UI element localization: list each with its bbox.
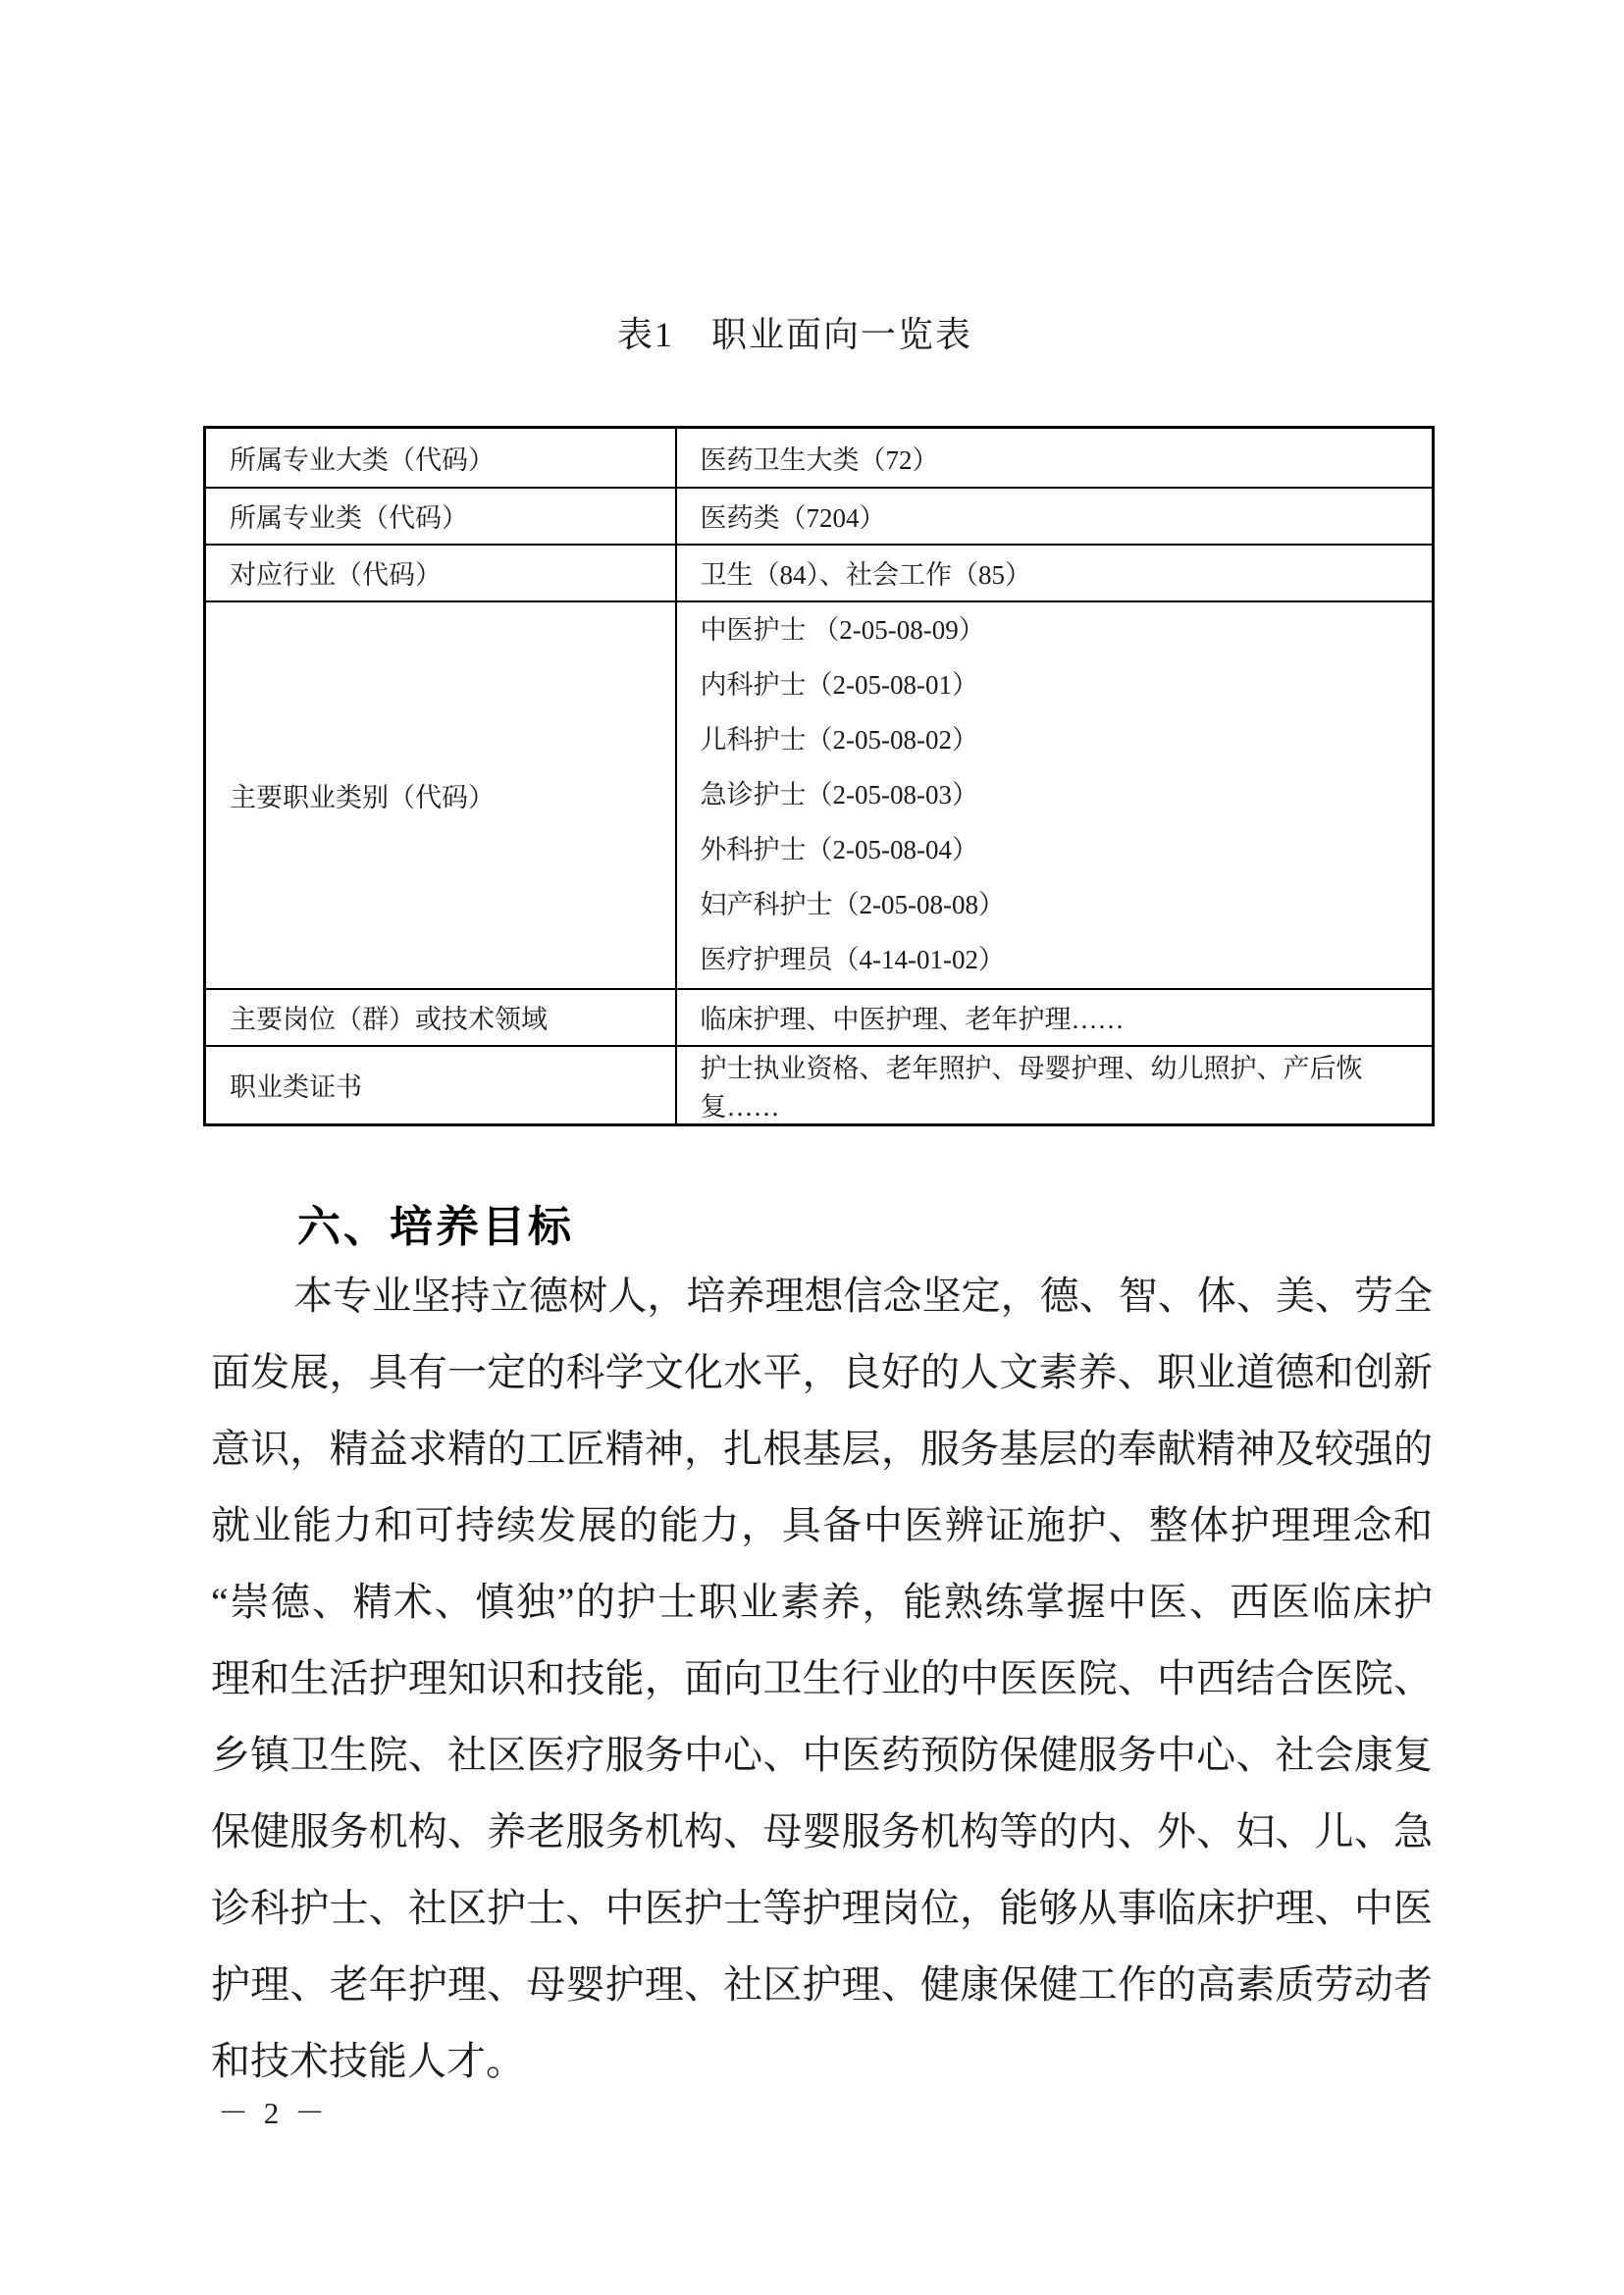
paragraph-line: 意识，精益求精的工匠精神，扎根基层，服务基层的奉献精神及较强的	[211, 1427, 1433, 1471]
occupation-code-line: 急诊护士（2-05-08-03）	[700, 780, 978, 809]
table-row	[205, 1046, 1434, 1125]
occupation-code-line: 儿科护士（2-05-08-02）	[700, 725, 978, 755]
paragraph-line: 保健服务机构、养老服务机构、母婴服务机构等的内、外、妇、儿、急	[211, 1809, 1433, 1853]
table-row	[205, 488, 1434, 545]
row-value: 卫生（84）、社会工作（85）	[676, 545, 1434, 601]
row-value: 临床护理、中医护理、老年护理……	[676, 989, 1434, 1046]
row-label: 主要岗位（群）或技术领域	[205, 989, 676, 1046]
paragraph-line: “崇德、精术、慎独”的护士职业素养，能熟练掌握中医、西医临床护	[211, 1580, 1433, 1624]
paragraph-line: 本专业坚持立德树人，培养理想信念坚定，德、智、体、美、劳全	[293, 1274, 1433, 1318]
career-orientation-table	[203, 426, 1435, 1126]
table-row	[205, 989, 1434, 1046]
occupation-code-line: 内科护士（2-05-08-01）	[700, 670, 978, 700]
row-label: 职业类证书	[205, 1046, 676, 1125]
occupation-code-line: 中医护士 （2-05-08-09）	[700, 615, 985, 645]
table-row	[205, 428, 1434, 488]
row-label: 所属专业大类（代码）	[205, 428, 676, 488]
row-value-occupation-codes	[676, 601, 1434, 989]
occupation-code-line: 医疗护理员（4-14-01-02）	[700, 945, 1005, 974]
paragraph-line: 乡镇卫生院、社区医疗服务中心、中医药预防保健服务中心、社会康复	[211, 1733, 1433, 1777]
paragraph-line: 和技术技能人才。	[211, 2039, 525, 2083]
occupation-code-line: 妇产科护士（2-05-08-08）	[700, 890, 1005, 919]
table-caption: 表1 职业面向一览表	[616, 315, 972, 354]
occupation-code-line: 外科护士（2-05-08-04）	[700, 835, 978, 864]
row-label: 对应行业（代码）	[205, 545, 676, 601]
row-value: 护士执业资格、老年照护、母婴护理、幼儿照护、产后恢复……	[676, 1046, 1434, 1125]
paragraph-line: 就业能力和可持续发展的能力，具备中医辨证施护、整体护理理念和	[211, 1503, 1433, 1547]
table-row	[205, 601, 1434, 989]
paragraph-line: 护理、老年护理、母婴护理、社区护理、健康保健工作的高素质劳动者	[211, 1962, 1433, 2007]
row-value: 医药卫生大类（72）	[676, 428, 1434, 488]
paragraph-line: 诊科护士、社区护士、中医护士等护理岗位，能够从事临床护理、中医	[211, 1886, 1433, 1930]
row-value: 医药类（7204）	[676, 488, 1434, 545]
section-heading: 六、培养目标	[297, 1203, 574, 1251]
row-label: 所属专业类（代码）	[205, 488, 676, 545]
paragraph-line: 理和生活护理知识和技能，面向卫生行业的中医医院、中西结合医院、	[211, 1656, 1433, 1700]
table-row	[205, 545, 1434, 601]
row-label: 主要职业类别（代码）	[205, 601, 676, 989]
paragraph-line: 面发展，具有一定的科学文化水平，良好的人文素养、职业道德和创新	[211, 1350, 1433, 1394]
page-number: － 2 －	[218, 2096, 329, 2130]
training-objectives-paragraph	[211, 1258, 1433, 2100]
